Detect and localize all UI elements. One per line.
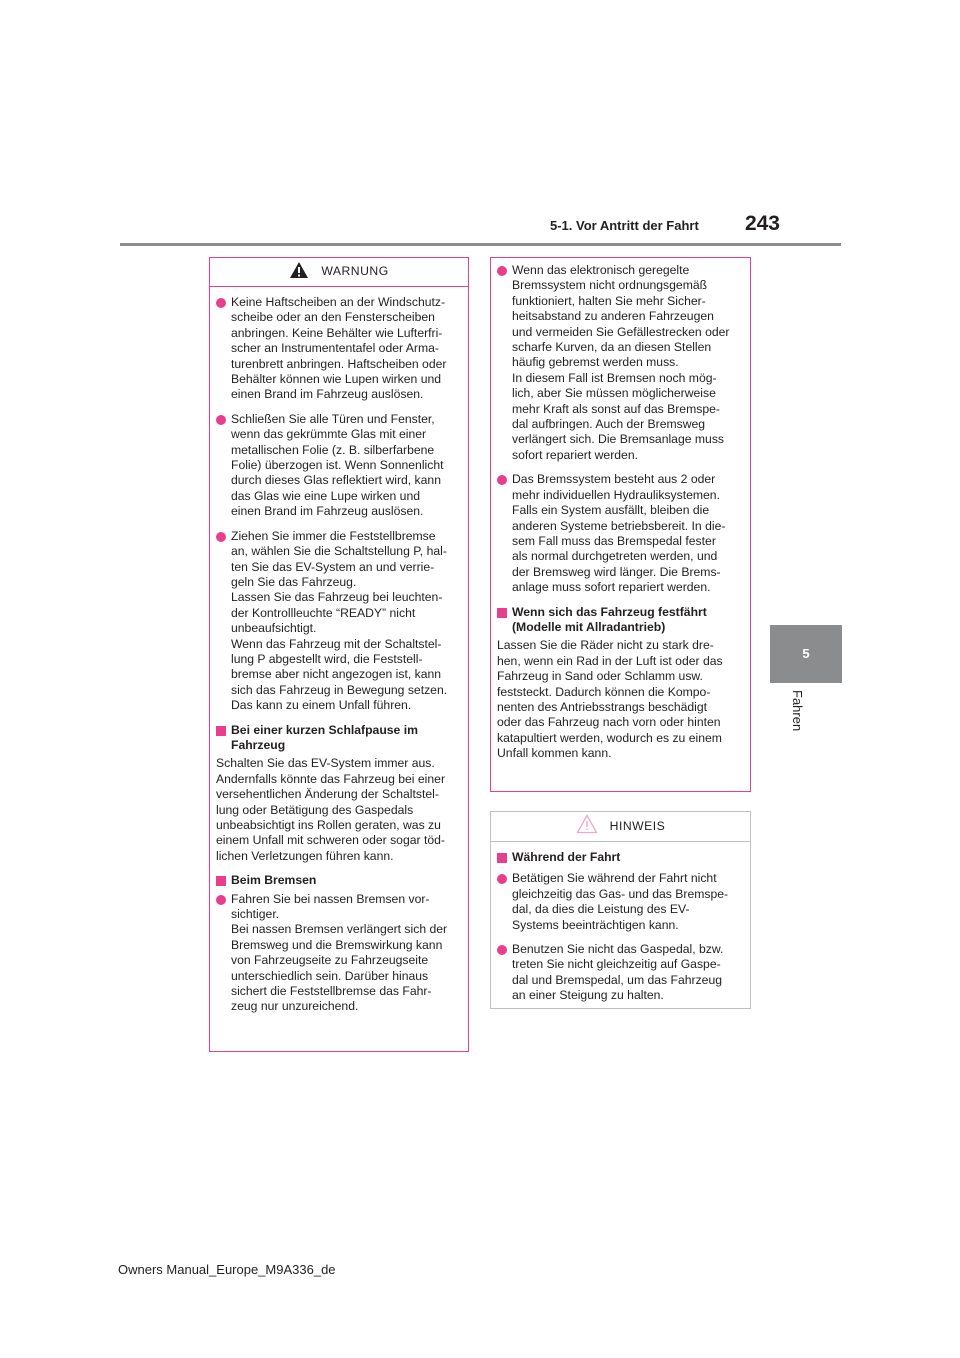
bullet-icon (497, 874, 507, 884)
paragraph: Schalten Sie das EV-System immer aus. Andernfalls könnte das Fahrzeug bei einer versehentlichen Änderung der Schaltstel- lung oder Betätigung des Gaspedals unbeabsichtigt ins Rollen geraten, was zu einem Unfall mit schweren oder sogar töd- lichen Verletzungen führen kann. (216, 756, 445, 863)
subheading: Beim Bremsen (216, 873, 462, 888)
square-bullet-icon (216, 726, 226, 736)
square-bullet-icon (497, 608, 507, 618)
list-item: Ziehen Sie immer die Feststellbremse an, wählen Sie die Schaltstellung P, hal- ten Sie das EV-System an und verrie- geln Sie das Fahrzeug. Lassen Sie das Fahrzeug bei leuchten- der Kontrollleuchte “READY” nicht unbeaufsichtigt. Wenn das Fahrzeug mit der Schaltstel- lung P abgestellt wird, die Feststell- bremse aber nicht angezogen ist, kann sich das Fahrzeug in Bewegung setzen. Das kann zu einem Unfall führen. (216, 529, 462, 714)
caution-triangle-icon (576, 814, 598, 838)
header-rule (120, 243, 841, 246)
subheading: Bei einer kurzen Schlafpause im Fahrzeug (216, 723, 462, 754)
list-item: Benutzen Sie nicht das Gaspedal, bzw. treten Sie nicht gleichzeitig auf Gaspe- dal und Bremspedal, um das Fahrzeug an einer Steigung zu halten. (497, 942, 744, 1004)
bullet-icon (497, 266, 507, 276)
bullet-icon (497, 475, 507, 485)
chapter-tab: 5 (770, 625, 842, 683)
warning-triangle-icon (289, 261, 309, 283)
warning-box-continued (490, 257, 751, 792)
list-item: Keine Haftscheiben an der Windschutz- scheibe oder an den Fensterscheiben anbringen. Keine Behälter wie Lufterfri- scher an Instrumententafel oder Arma- turenbrett anbringen. Haftscheiben oder Behälter können wie Lupen wirken und einen Brand im Fahrzeug auslösen. (216, 295, 462, 403)
bullet-icon (216, 895, 226, 905)
page-number: 243 (744, 212, 780, 235)
chapter-label: Fahren (790, 690, 805, 732)
bullet-icon (216, 298, 226, 308)
warning-title: WARNUNG (321, 264, 389, 279)
warning-box (209, 257, 469, 1052)
footer-text: Owners Manual_Europe_M9A336_de (118, 1262, 336, 1277)
list-item: Wenn das elektronisch geregelte Bremssystem nicht ordnungsgemäß funktioniert, halten Sie mehr Sicher- heitsabstand zu anderen Fahrzeugen und vermeiden Sie Gefällestrecken oder scharfe Kurven, da an diesen Stellen häufig gebremst werden muss. In diesem Fall ist Bremsen noch mög- lich, aber Sie müssen möglicherweise mehr Kraft als sonst auf das Bremspe- dal aufbringen. Auch der Bremsweg verlängert sich. Die Bremsanlage muss sofort repariert werden. (497, 263, 744, 463)
list-item: Das Bremssystem besteht aus 2 oder mehr individuellen Hydrauliksystemen. Falls ein System ausfällt, bleiben die anderen Systeme betriebsbereit. In die- sem Fall muss das Bremspedal fester als normal durchgetreten werden, und der Bremsweg wird länger. Die Brems- anlage muss sofort repariert werden. (497, 472, 744, 595)
paragraph: Lassen Sie die Räder nicht zu stark dre- hen, wenn ein Rad in der Luft ist oder das Fahrzeug in Sand oder Schlamm usw. feststeckt. Dadurch können die Kompo- nenten des Antriebsstrangs beschädigt oder das Fahrzeug nach vorn oder hinten katapultiert werden, wodurch es zu einem Unfall kommen kann. (497, 638, 723, 761)
list-item: Fahren Sie bei nassen Bremsen vor- sichtiger. Bei nassen Bremsen verlängert sich der Bremsweg und die Bremswirkung kann von Fahrzeugseite zu Fahrzeugseite unterschiedlich sein. Darüber hinaus sichert die Feststellbremse das Fahr- zeug nur unzureichend. (216, 892, 462, 1015)
bullet-icon (497, 945, 507, 955)
hint-title: HINWEIS (609, 818, 666, 833)
hint-box-header (491, 812, 750, 842)
bullet-icon (216, 532, 226, 542)
list-item: Schließen Sie alle Türen und Fenster, wenn das gekrümmte Glas mit einer metallischen Folie (z. B. silberfarbene Folie) überzogen ist. Wenn Sonnenlicht durch dieses Glas reflektiert wird, kann das Glas wie eine Lupe wirken und einen Brand im Fahrzeug auslösen. (216, 412, 462, 520)
bullet-icon (216, 415, 226, 425)
subheading: Während der Fahrt (497, 850, 744, 865)
section-title: 5-1. Vor Antritt der Fahrt (550, 218, 699, 233)
square-bullet-icon (497, 853, 507, 863)
square-bullet-icon (216, 876, 226, 886)
subheading: Wenn sich das Fahrzeug festfährt (Modelle mit Allradantrieb) (497, 605, 744, 636)
hint-box (490, 811, 751, 1009)
list-item: Betätigen Sie während der Fahrt nicht gleichzeitig das Gas- und das Bremspe- dal, da dies die Leistung des EV- Systems beeinträchtigen kann. (497, 871, 744, 933)
warning-box-header (210, 258, 468, 287)
